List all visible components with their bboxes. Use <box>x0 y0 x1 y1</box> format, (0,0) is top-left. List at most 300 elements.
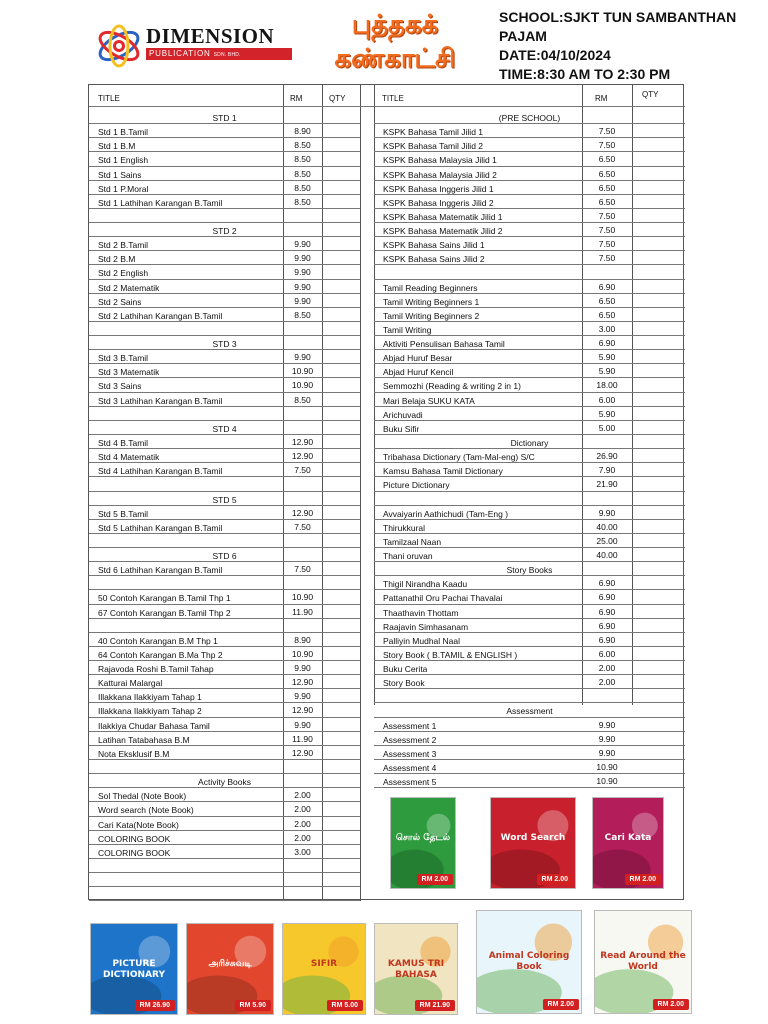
book-title: Std 1 Sains <box>98 169 142 180</box>
section-title: Assessment <box>506 706 553 717</box>
book-row <box>374 392 685 406</box>
book-title: KSPK Bahasa Malaysia Jilid 1 <box>383 155 497 166</box>
book-cover <box>282 923 366 1015</box>
book-row <box>89 604 360 618</box>
book-price: 6.50 <box>598 196 616 207</box>
book-title: Assessment 3 <box>383 748 437 759</box>
book-cover <box>594 910 692 1014</box>
book-row <box>374 349 685 363</box>
book-row <box>374 222 685 236</box>
book-title: Std 2 B.M <box>98 254 136 265</box>
book-title: 67 Contoh Karangan B.Tamil Thp 2 <box>98 607 231 618</box>
logo-swirl-icon <box>94 18 144 72</box>
cover-price-tag: RM 21.90 <box>415 1000 455 1011</box>
book-title: Illakkana Ilakkiyam Tahap 1 <box>98 692 202 703</box>
row-rule <box>374 787 685 788</box>
book-title: Kamsu Bahasa Tamil Dictionary <box>383 466 503 477</box>
book-row <box>374 279 685 293</box>
book-price: 7.50 <box>598 239 616 250</box>
book-title: Illakkana Ilakkiyam Tahap 2 <box>98 706 202 717</box>
book-title: Std 3 B.Tamil <box>98 353 149 364</box>
section-heading <box>89 773 360 787</box>
book-title: Std 3 Matematik <box>98 367 160 378</box>
section-heading <box>89 491 360 505</box>
section-heading <box>374 109 685 123</box>
book-price: 9.90 <box>598 733 616 744</box>
book-price: 8.90 <box>294 126 311 137</box>
book-row <box>374 505 685 519</box>
book-price: 9.90 <box>294 719 311 730</box>
book-title: Picture Dictionary <box>383 480 450 491</box>
book-title: KSPK Bahasa Sains Jilid 2 <box>383 254 485 265</box>
book-price: 7.50 <box>598 126 616 137</box>
book-price: 6.90 <box>598 620 616 631</box>
book-title: Palliyin Mudhal Naal <box>383 635 461 646</box>
row-rule <box>89 900 360 901</box>
logo-subtitle: PUBLICATION SDN. BHD. <box>149 49 241 58</box>
book-row <box>89 589 360 603</box>
book-price: 7.50 <box>294 564 311 575</box>
book-title: KSPK Bahasa Inggeris Jilid 2 <box>383 197 494 208</box>
book-title: KSPK Bahasa Sains Jilid 1 <box>383 240 485 251</box>
section-title: STD 3 <box>212 339 237 350</box>
book-row <box>374 208 685 222</box>
right-title-header: TITLE <box>382 94 404 103</box>
book-row <box>89 688 360 702</box>
book-title: Std 6 Lathihan Karangan B.Tamil <box>98 565 223 576</box>
section-heading <box>89 222 360 236</box>
book-row <box>89 462 360 476</box>
book-title: KSPK Bahasa Tamil Jilid 2 <box>383 141 484 152</box>
book-price: 3.00 <box>294 846 311 857</box>
book-price: 10.90 <box>291 366 314 377</box>
book-price: 6.90 <box>598 592 616 603</box>
section-heading <box>89 335 360 349</box>
book-row <box>89 632 360 646</box>
book-title: Word search (Note Book) <box>98 805 194 816</box>
book-row <box>374 688 685 702</box>
book-title: KSPK Bahasa Malaysia Jilid 2 <box>383 169 497 180</box>
book-title: Tamil Writing <box>383 324 432 335</box>
book-price: 5.90 <box>598 366 616 377</box>
cover-title: KAMUS TRI BAHASA <box>387 959 445 980</box>
book-price: 5.90 <box>598 352 616 363</box>
book-row <box>374 406 685 420</box>
book-price: 6.00 <box>598 394 616 405</box>
book-title: Thirukkural <box>383 522 426 533</box>
book-price: 8.50 <box>294 154 311 165</box>
book-price: 9.90 <box>294 281 311 292</box>
book-title: 50 Contoh Karangan B.Tamil Thp 1 <box>98 593 231 604</box>
book-row <box>89 646 360 660</box>
book-row <box>89 858 360 872</box>
book-row <box>89 236 360 250</box>
book-price: 10.90 <box>596 776 618 787</box>
book-row <box>89 886 360 900</box>
book-row <box>89 392 360 406</box>
book-row <box>374 293 685 307</box>
book-title: Cari Kata(Note Book) <box>98 819 179 830</box>
book-row <box>89 476 360 490</box>
book-row <box>89 166 360 180</box>
book-price: 9.90 <box>598 747 616 758</box>
publisher-logo <box>94 18 298 72</box>
book-title: Std 2 Sains <box>98 296 142 307</box>
book-title: 40 Contoh Karangan B.M Thp 1 <box>98 635 218 646</box>
book-title: KSPK Bahasa Matematik Jilid 1 <box>383 211 503 222</box>
book-row <box>374 773 685 787</box>
book-price: 11.90 <box>292 733 313 744</box>
book-fair-title-line-1: புத்தகக் <box>351 10 439 40</box>
book-title: COLORING BOOK <box>98 847 171 858</box>
book-row <box>374 462 685 476</box>
book-row <box>374 194 685 208</box>
book-price: 18.00 <box>596 380 618 391</box>
book-title: Latihan Tatabahasa B.M <box>98 734 190 745</box>
book-row <box>374 236 685 250</box>
book-price: 9.90 <box>598 719 616 730</box>
section-heading <box>89 420 360 434</box>
book-row <box>374 151 685 165</box>
book-row <box>89 787 360 801</box>
book-price: 9.90 <box>294 253 311 264</box>
book-price: 9.90 <box>598 507 616 518</box>
book-price: 2.00 <box>598 663 616 674</box>
left-rm-header: RM <box>290 94 303 103</box>
book-title: Thaathavin Thottam <box>383 607 459 618</box>
cover-price-tag: RM 26.90 <box>135 1000 175 1011</box>
book-row <box>374 547 685 561</box>
book-row <box>89 208 360 222</box>
book-price: 9.90 <box>294 239 311 250</box>
book-price: 7.50 <box>598 140 616 151</box>
book-row <box>374 717 685 731</box>
book-row <box>374 448 685 462</box>
book-price: 7.50 <box>294 465 311 476</box>
book-title: COLORING BOOK <box>98 833 171 844</box>
book-price: 21.90 <box>596 479 618 490</box>
book-row <box>89 844 360 858</box>
section-heading <box>89 109 360 123</box>
cover-title: அரிச்சுவடி <box>208 959 252 969</box>
book-row <box>374 589 685 603</box>
book-price: 9.90 <box>294 267 311 278</box>
book-price: 9.90 <box>294 663 311 674</box>
book-title: Thigil Nirandha Kaadu <box>383 579 468 590</box>
book-title: Avvaiyarin Aathichudi (Tam-Eng ) <box>383 508 509 519</box>
book-cover <box>592 797 664 889</box>
book-row <box>89 575 360 589</box>
section-title: STD 6 <box>212 551 237 562</box>
event-time: TIME:8:30 AM TO 2:30 PM <box>499 66 671 82</box>
book-title: Assessment 4 <box>383 762 437 773</box>
school-name: SCHOOL:SJKT TUN SAMBANTHAN <box>499 9 737 25</box>
book-title: Buku Sifir <box>383 423 420 434</box>
book-title: Ilakkiya Chudar Bahasa Tamil <box>98 720 210 731</box>
cover-title: Word Search <box>500 833 566 843</box>
book-title: KSPK Bahasa Tamil Jilid 1 <box>383 127 484 138</box>
book-row <box>89 123 360 137</box>
book-row <box>374 618 685 632</box>
book-cover <box>476 910 582 1014</box>
book-price: 10.90 <box>291 380 314 391</box>
book-row <box>374 180 685 194</box>
book-title: Assessment 2 <box>383 734 437 745</box>
book-price: 6.50 <box>598 182 616 193</box>
book-row <box>374 123 685 137</box>
section-heading <box>89 547 360 561</box>
book-price: 2.00 <box>294 790 311 801</box>
book-row <box>89 816 360 830</box>
book-price: 12.90 <box>291 451 314 462</box>
book-row <box>374 250 685 264</box>
book-row <box>89 448 360 462</box>
book-price: 26.90 <box>596 451 618 462</box>
school-name-cont: PAJAM <box>499 28 547 44</box>
book-row <box>374 307 685 321</box>
book-row <box>89 872 360 886</box>
book-row <box>374 321 685 335</box>
book-price: 6.90 <box>598 634 616 645</box>
book-title: Std 4 Lathihan Karangan B.Tamil <box>98 466 223 477</box>
section-title: Activity Books <box>198 777 251 788</box>
right-rm-header: RM <box>595 94 608 103</box>
book-title: Abjad Huruf Kencil <box>383 367 454 378</box>
book-price: 7.50 <box>598 225 616 236</box>
price-list-table <box>88 84 684 900</box>
book-price: 12.90 <box>291 436 314 447</box>
book-row <box>89 264 360 278</box>
book-row <box>89 180 360 194</box>
book-row <box>374 731 685 745</box>
book-title: Tamil Reading Beginners <box>383 282 478 293</box>
cover-price-tag: RM 2.00 <box>537 874 573 885</box>
book-price: 10.90 <box>596 761 618 772</box>
book-price: 5.90 <box>598 408 616 419</box>
book-price: 9.90 <box>294 691 311 702</box>
book-row <box>374 632 685 646</box>
book-price: 2.00 <box>294 832 311 843</box>
book-row <box>374 759 685 773</box>
section-title: STD 2 <box>212 226 237 237</box>
right-qty-header: QTY <box>642 90 659 99</box>
logo-name: DIMENSION <box>146 24 275 48</box>
book-price: 7.90 <box>598 465 616 476</box>
book-title: Buku Cerita <box>383 664 428 675</box>
book-row <box>89 137 360 151</box>
left-qty-header: QTY <box>329 94 346 103</box>
book-row <box>374 491 685 505</box>
book-title: Mari Belaja SUKU KATA <box>383 395 475 406</box>
book-price: 6.90 <box>598 281 616 292</box>
book-price: 7.50 <box>598 253 616 264</box>
book-row <box>89 194 360 208</box>
book-row <box>89 533 360 547</box>
section-heading <box>374 702 685 716</box>
book-title: Std 1 English <box>98 155 149 166</box>
book-row <box>89 505 360 519</box>
book-price: 9.90 <box>294 352 311 363</box>
book-title: Tribahasa Dictionary (Tam-Mal-eng) S/C <box>383 452 535 463</box>
book-title: Rajavoda Roshi B.Tamil Tahap <box>98 664 214 675</box>
book-title: Sol Thedal (Note Book) <box>98 791 187 802</box>
book-title: Std 4 B.Tamil <box>98 437 149 448</box>
book-cover <box>90 923 178 1015</box>
cover-price-tag: RM 2.00 <box>653 999 689 1010</box>
book-row <box>89 321 360 335</box>
book-row <box>89 702 360 716</box>
book-row <box>374 533 685 547</box>
book-price: 12.90 <box>291 705 314 716</box>
cover-title: Read Around the World <box>600 951 686 972</box>
book-title: Pattanathil Oru Pachai Thavalai <box>383 593 503 604</box>
event-info <box>499 8 764 84</box>
book-title: Abjad Huruf Besar <box>383 353 453 364</box>
cover-title: PICTURE DICTIONARY <box>102 959 165 980</box>
book-row <box>374 363 685 377</box>
book-row <box>89 717 360 731</box>
book-cover <box>490 797 576 889</box>
cover-title: சொல் தேடல் <box>395 833 451 843</box>
cover-title: SIFIR <box>310 959 338 969</box>
book-title: Std 2 Matematik <box>98 282 160 293</box>
book-fair-title-line-2: கண்காட்சி <box>334 44 456 74</box>
section-heading <box>374 434 685 448</box>
book-row <box>374 745 685 759</box>
book-price: 10.90 <box>291 648 314 659</box>
book-cover <box>390 797 456 889</box>
book-title: Std 5 Lathihan Karangan B.Tamil <box>98 522 223 533</box>
book-title: Std 2 B.Tamil <box>98 240 149 251</box>
book-row <box>374 660 685 674</box>
book-row <box>374 420 685 434</box>
book-row <box>374 166 685 180</box>
book-price: 8.50 <box>294 309 311 320</box>
book-cover <box>374 923 458 1015</box>
book-row <box>89 519 360 533</box>
section-heading <box>374 561 685 575</box>
book-title: Thani oruvan <box>383 551 433 562</box>
book-row <box>89 801 360 815</box>
book-title: Semmozhi (Reading & writing 2 in 1) <box>383 381 521 392</box>
event-date: DATE:04/10/2024 <box>499 47 611 63</box>
book-price: 8.90 <box>294 634 311 645</box>
book-price: 6.50 <box>598 154 616 165</box>
book-row <box>374 575 685 589</box>
book-title: Katturai Malargal <box>98 678 163 689</box>
book-title: Std 4 Matematik <box>98 452 160 463</box>
book-title: Story Book ( B.TAMIL & ENGLISH ) <box>383 649 518 660</box>
book-price: 6.90 <box>598 338 616 349</box>
book-row <box>374 519 685 533</box>
column-divider <box>360 85 361 901</box>
book-title: Std 1 B.M <box>98 141 136 152</box>
book-row <box>89 250 360 264</box>
book-price: 6.90 <box>598 578 616 589</box>
book-row <box>374 476 685 490</box>
cover-title: Cari Kata <box>604 833 652 843</box>
book-row <box>374 264 685 278</box>
book-price: 6.90 <box>598 606 616 617</box>
book-title: Assessment 1 <box>383 720 437 731</box>
book-row <box>89 307 360 321</box>
book-row <box>89 377 360 391</box>
book-price: 6.00 <box>598 648 616 659</box>
book-title: Assessment 5 <box>383 777 437 788</box>
cover-price-tag: RM 2.00 <box>543 999 579 1010</box>
book-price: 7.50 <box>598 210 616 221</box>
cover-title: Animal Coloring Book <box>488 951 570 972</box>
book-row <box>89 406 360 420</box>
section-title: STD 4 <box>212 423 237 434</box>
book-price: 5.00 <box>598 422 616 433</box>
book-price: 6.50 <box>598 295 616 306</box>
book-row <box>89 293 360 307</box>
cover-price-tag: RM 5.90 <box>235 1000 271 1011</box>
book-price: 25.00 <box>596 535 618 546</box>
book-price: 8.50 <box>294 140 311 151</box>
section-title: STD 5 <box>212 494 237 505</box>
book-title: Tamil Writing Beginners 1 <box>383 296 480 307</box>
book-title: Std 3 Lathihan Karangan B.Tamil <box>98 395 223 406</box>
book-title: Std 2 English <box>98 268 149 279</box>
book-row <box>89 618 360 632</box>
book-title: Std 1 P.Moral <box>98 183 149 194</box>
book-row <box>89 561 360 575</box>
book-price: 10.90 <box>291 592 314 603</box>
book-price: 8.50 <box>294 196 311 207</box>
book-title: Story Book <box>383 678 425 689</box>
section-title: Dictionary <box>510 437 549 448</box>
section-title: (PRE SCHOOL) <box>498 113 561 123</box>
book-fair-title <box>300 8 490 84</box>
book-price: 2.00 <box>294 804 311 815</box>
book-price: 12.90 <box>291 507 314 518</box>
book-price: 3.00 <box>598 323 616 334</box>
book-row <box>374 604 685 618</box>
book-title: KSPK Bahasa Inggeris Jilid 1 <box>383 183 494 194</box>
book-cover <box>186 923 274 1015</box>
book-price: 8.50 <box>294 394 311 405</box>
book-title: Raajavin Simhasanam <box>383 621 469 632</box>
book-price: 2.00 <box>598 677 616 688</box>
book-title: Nota Eksklusif B.M <box>98 748 170 759</box>
book-title: Std 1 Lathihan Karangan B.Tamil <box>98 197 223 208</box>
left-title-header: TITLE <box>98 94 120 103</box>
book-title: Std 2 Lathihan Karangan B.Tamil <box>98 310 223 321</box>
book-price: 11.90 <box>292 606 313 617</box>
book-row <box>89 279 360 293</box>
book-row <box>374 377 685 391</box>
book-price: 9.90 <box>294 295 311 306</box>
book-row <box>89 830 360 844</box>
book-title: KSPK Bahasa Matematik Jilid 2 <box>383 226 503 237</box>
book-price: 12.90 <box>291 747 314 758</box>
book-row <box>374 674 685 688</box>
book-price: 7.50 <box>294 521 311 532</box>
book-price: 12.90 <box>291 677 314 688</box>
book-price: 40.00 <box>596 521 618 532</box>
book-row <box>374 137 685 151</box>
header-rule <box>89 106 685 107</box>
book-row <box>89 745 360 759</box>
book-price: 6.50 <box>598 309 616 320</box>
book-title: Std 5 B.Tamil <box>98 508 149 519</box>
book-title: Aktiviti Pensulisan Bahasa Tamil <box>383 339 505 350</box>
book-row <box>89 660 360 674</box>
book-price: 40.00 <box>596 550 618 561</box>
book-row <box>374 646 685 660</box>
